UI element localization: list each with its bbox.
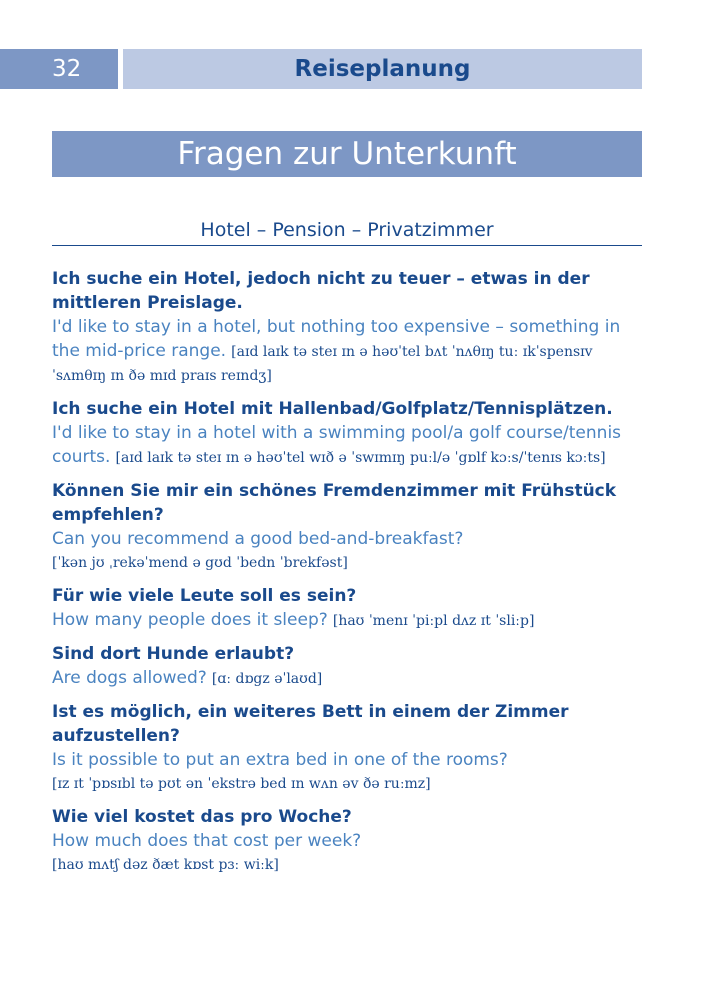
german-phrase: Ist es möglich, ein weiteres Bett in einem der Zimmer aufzustellen? bbox=[52, 702, 569, 746]
pronunciation: [haʊ mʌtʃ dəz ðæt kɒst pɜː wiːk] bbox=[52, 857, 279, 873]
phrase-entry bbox=[52, 584, 642, 633]
page-number: 32 bbox=[0, 49, 118, 89]
section-title: Reiseplanung bbox=[123, 49, 642, 89]
english-phrase: I'd like to stay in a hotel with a swimming pool/a golf course/tennis courts. bbox=[52, 423, 622, 467]
pronunciation: [aɪd laɪk tə steɪ ɪn ə həʊˈtel wɪð ə ˈswɪmɪŋ puːl/ə ˈgɒlf kɔːs/ˈtenɪs kɔːts] bbox=[115, 450, 606, 466]
phrase-entry bbox=[52, 805, 642, 877]
german-phrase: Für wie viele Leute soll es sein? bbox=[52, 586, 357, 606]
english-phrase: How many people does it sleep? bbox=[52, 610, 328, 630]
phrase-entry bbox=[52, 700, 642, 796]
phrase-entry bbox=[52, 642, 642, 691]
pronunciation: [ˈkən jʊ ˌrekəˈmend ə gʊd ˈbedn ˈbrekfəst] bbox=[52, 555, 348, 571]
phrase-entry bbox=[52, 479, 642, 575]
english-phrase: Is it possible to put an extra bed in one of the rooms? bbox=[52, 750, 508, 770]
german-phrase: Wie viel kostet das pro Woche? bbox=[52, 807, 352, 827]
pronunciation: [haʊ ˈmenɪ ˈpiːpl dʌz ɪt ˈsliːp] bbox=[332, 613, 535, 629]
english-phrase: I'd like to stay in a hotel, but nothing too expensive – something in the mid-price range. bbox=[52, 317, 621, 361]
english-phrase: How much does that cost per week? bbox=[52, 831, 362, 851]
german-phrase: Ich suche ein Hotel, jedoch nicht zu teuer – etwas in der mittleren Preislage. bbox=[52, 269, 590, 313]
phrase-entry bbox=[52, 267, 642, 388]
english-phrase: Can you recommend a good bed-and-breakfast? bbox=[52, 529, 464, 549]
pronunciation: [ɑː dɒgz əˈlaʊd] bbox=[211, 671, 323, 687]
english-phrase: Are dogs allowed? bbox=[52, 668, 207, 688]
german-phrase: Sind dort Hunde erlaubt? bbox=[52, 644, 295, 664]
pronunciation: [ɪz ɪt ˈpɒsɪbl tə pʊt ən ˈekstrə bed ɪn wʌn əv ðə ruːmz] bbox=[52, 776, 431, 792]
phrase-entry bbox=[52, 397, 642, 470]
german-phrase: Ich suche ein Hotel mit Hallenbad/Golfplatz/Tennisplätzen. bbox=[52, 399, 613, 419]
phrase-list bbox=[52, 267, 642, 886]
page-title: Fragen zur Unterkunft bbox=[52, 131, 642, 177]
subheading: Hotel – Pension – Privatzimmer bbox=[52, 218, 642, 246]
german-phrase: Können Sie mir ein schönes Fremdenzimmer mit Frühstück empfehlen? bbox=[52, 481, 617, 525]
pronunciation: [aɪd laɪk tə steɪ ɪn ə həʊˈtel bʌt ˈnʌθɪŋ tuː ɪkˈspensɪv ˈsʌmθɪŋ ɪn ðə mɪd praɪs reɪndʒ] bbox=[52, 344, 593, 384]
